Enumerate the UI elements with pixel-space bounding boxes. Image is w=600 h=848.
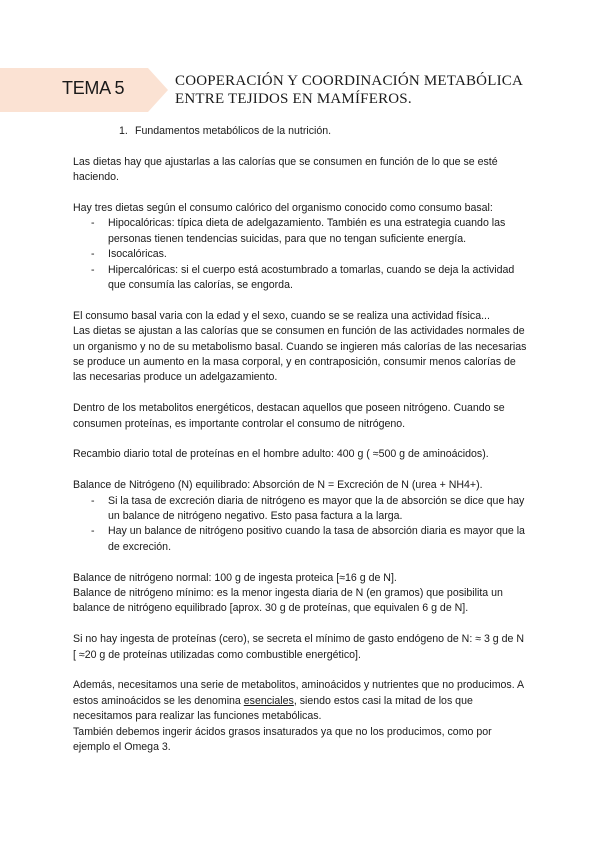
- paragraph-balance-equilibrado: Balance de Nitrógeno (N) equilibrado: Absorción de N = Excreción de N (urea + NH4+).: [73, 479, 483, 492]
- paragraph-consumo-basal: El consumo basal varia con la edad y el sexo, cuando se se realiza una actividad física...: [73, 309, 490, 322]
- page-title: [175, 72, 585, 108]
- list-item: - Hipercalóricas: si el cuerpo está acostumbrado a tomarlas, cuando se deja la actividad que consumía las calorías, se engorda.: [91, 263, 515, 292]
- paragraph-sin-ingesta: Si no hay ingesta de proteínas (cero), se secreta el mínimo de gasto endógeno de N: ≈ 3 g de N [ ≈20 g de proteínas utilizadas como combustible energético].: [73, 633, 525, 661]
- section-title: Fundamentos metabólicos de la nutrición.: [135, 125, 332, 137]
- paragraph-metabolitos: Dentro de los metabolitos energéticos, destacan aquellos que poseen nitrógeno. Cuando se consumen proteínas, es importante controlar el consumo de nitrógeno.: [73, 402, 505, 430]
- paragraph-acidos-grasos: También debemos ingerir ácidos grasos insaturados ya que no los producimos, como por ejemplo el Omega 3.: [73, 725, 492, 754]
- list-item: - Si la tasa de excreción diaria de nitrógeno es mayor que la de absorción se dice que hay un balance de nitrógeno negativo. Esto pasa factura a la larga.: [91, 494, 525, 523]
- list-item: - Hipocalóricas: típica dieta de adelgazamiento. También es una estrategia cuando las personas tienen tendencias suicidas, para que no tengan suficiente energía.: [91, 217, 506, 245]
- dietas-list: [73, 216, 528, 293]
- list-item: - Isocalóricas.: [91, 248, 167, 261]
- list-item: - Hay un balance de nitrógeno positivo cuando la tasa de absorción diaria es mayor que la de excreción.: [91, 525, 525, 553]
- esenciales-term: esenciales: [243, 694, 294, 707]
- paragraph-tres-dietas: Hay tres dietas según el consumo calórico del organismo conocido como consumo basal:: [73, 202, 493, 214]
- tema-label: TEMA 5: [62, 78, 125, 98]
- section-number: 1.: [119, 125, 128, 137]
- paragraph-balance-minimo: Balance de nitrógeno mínimo: es la menor ingesta diaria de N (en gramos) que posibilita un balance de nitrógeno equilibrado [aprox. 30 g de proteínas, que equivalen 6 g de N].: [73, 587, 503, 615]
- balance-list: [73, 494, 528, 556]
- paragraph-ajuste-calorias: Las dietas se ajustan a las calorías que se consumen en función de las actividades normales de un organismo y no de su metabolismo basal. Cuando se ingieren más calorías de las necesarias se produce un aumento en la masa corporal, y en contraposición, consumir menos calorías de las necesarias produce un adelgazamiento.: [73, 325, 527, 384]
- document-body: [73, 124, 528, 756]
- paragraph-balance-normal: Balance de nitrógeno normal: 100 g de ingesta proteica [≈16 g de N].: [73, 571, 397, 584]
- title-line-1: COOPERACIÓN Y COORDINACIÓN METABÓLICA: [175, 73, 524, 89]
- title-line-2: ENTRE TEJIDOS EN MAMÍFEROS.: [175, 91, 412, 107]
- section-heading: [73, 124, 528, 139]
- paragraph-esenciales: Además, necesitamos una serie de metabolitos, aminoácidos y nutrientes que no producimos. A estos aminoácidos se les denomina esenciales, siendo estos casi la mitad de los que necesitamos para realizar las funciones metabólicas.: [73, 679, 524, 723]
- paragraph-dietas-ajuste: Las dietas hay que ajustarlas a las calorías que se consumen en función de lo que se esté haciendo.: [73, 155, 498, 184]
- paragraph-recambio: Recambio diario total de proteínas en el hombre adulto: 400 g ( ≈500 g de aminoácidos).: [73, 448, 489, 461]
